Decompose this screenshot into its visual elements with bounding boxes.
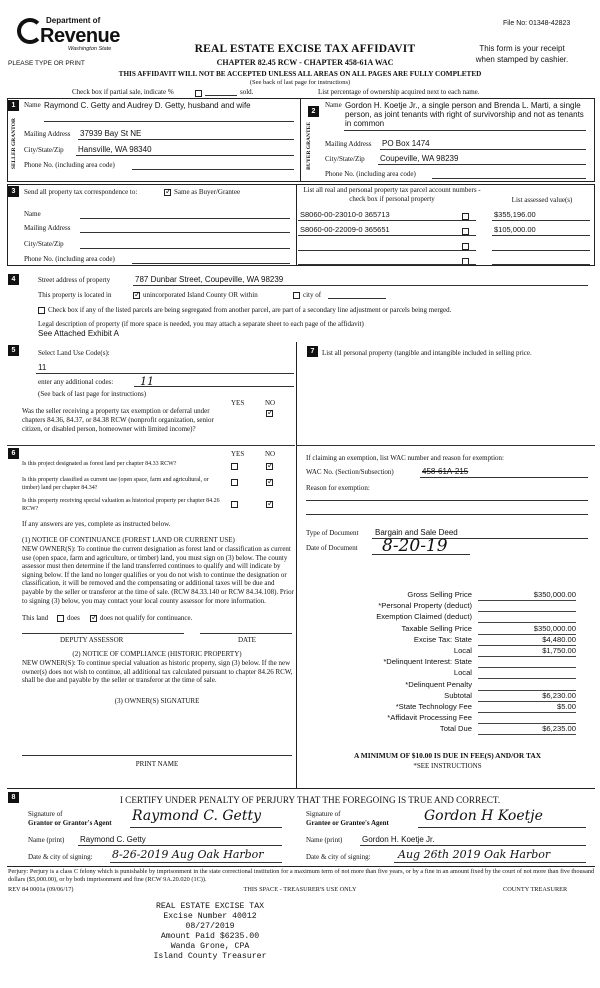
deputy-assessor-signature[interactable] [22,633,184,634]
fee-underline [478,678,576,679]
fee-value[interactable]: $5.00 [556,702,576,711]
partial-sale-label: Check box if partial sale, indicate % [72,88,174,96]
fee-label: Total Due [439,724,472,734]
notice-compliance-body: NEW OWNER(S): To continue special valuation as historic property, sign (3) below. If the new owner(s) does not wish to continue, all additional tax calculated pursuant to chapter 84.26 RCW, shall be due and payable by the seller or transferor at the time of sale. [22,659,293,685]
current-use-no-checkbox[interactable] [266,479,273,486]
fee-underline [478,656,576,657]
historic-no-checkbox[interactable] [266,501,273,508]
fee-underline [478,667,576,668]
fee-label: Local [453,668,472,678]
form-title: REAL ESTATE EXCISE TAX AFFIDAVIT [194,43,416,55]
historic-yes-checkbox[interactable] [231,501,238,508]
land-use-code-field[interactable]: 11 [38,363,47,372]
unincorporated-checkbox[interactable] [133,292,140,299]
file-number: File No: 01348-42823 [503,20,571,27]
fee-underline [478,712,576,713]
land-does-checkbox[interactable] [57,615,64,622]
fee-label: Exemption Claimed (deduct) [376,612,472,622]
forest-yes-checkbox[interactable] [231,463,238,470]
tax-name-field[interactable] [80,218,290,219]
personal-property-checkbox[interactable] [462,213,469,220]
minimum-due: A MINIMUM OF $10.00 IS DUE IN FEE(S) AND/OR TAX [353,751,542,760]
wac-number-field[interactable]: 458-61A-215 [422,467,469,476]
fee-label: *Delinquent Interest: State [383,657,472,667]
form-revision: REV 84 0001a (09/06/17) [8,886,74,893]
affidavit-page: File No: 01348-42823 Department of Revenue Washington State PLEASE TYPE OR PRINT REAL ESTATE EXCISE TAX AFFIDAVIT CHAPTER 82.45 RCW - CHAPTER 458-61A WAC This form is your receipt when stamped by cashier. THIS AFFIDAVIT WILL NOT BE ACCEPTED UNLESS ALL AREAS ON ALL PAGES ARE FULLY COMPLETED (See back of last page for instructions) Check box if partial sale, indicate % sold. List percentage of ownership acquired next to each name. 1 SELLER GRANTOR Name Raymond C. Getty and Audrey D. Getty, husband and wife Mailing Address 37939 Bay St NE City/State/Zip Hansville, WA 98340 Phone No. (including area code) 2 BUYER GRANTEE Name Gordon H. Koetje Jr., a single person and Brenda L. Marti, a single person, as joint tenants with right of survivorship and not as tenants in common Mailing Address PO Box 1474 City/State/Zip Coupeville, WA 98239 Phone No. (including area code) 3 Send all property tax correspondence to: ✓ Same as Buyer/Grantee Name Mailing Address City/State/Zip Phone No. (including area code) List all real and personal property tax parcel account numbers - check box if personal property List assessed value(s) S8060-00-23010-0 365713 $355,196.00 S8060-00-22009-0 365651 $105,000.00 4 Street address of property 787 Dunbar Street, Coupeville, WA 98239 This property is located in ✓ unincorporated Island County OR within city of Check box if any of the listed parcels are being segregated from another parcel, are part of a secondary line adjustment or parcels being merged. Legal description of property (if more space is needed, you may attach a separate sheet to each page of the affidavit) See Attached Exhibit A 5 Select Land Use Code(s): 11 enter any additional codes: 11 (See back of last page for instructions) YES NO Was the seller receiving a property tax exemption or deferral under chapters 84.36, 84.37, or 84.38 RCW (nonprofit organization, senior citizen, or disabled person, homeowner with limited income)? ✓ 6 YES NO Is this project designated as forest land per chapter 84.33 RCW? ✓ Is this property classified as current use (open space, farm and agricultural, or timber) land per chapter 84.34? ✓ Is this property receiving special valuation as historical property per chapter 84.26 RCW? ✓ If any answers are yes, complete as instructed below. (1) NOTICE OF CONTINUANCE (FOREST LAND OR CURRENT USE) NEW OWNER(S): To continue the current designation as forest land or classification as current use (open space, farm and agriculture, or timber) land, you must sign on (3) below. The county assessor must then determine if the land transferred continues to qualify and will indicate by signing below. If the land no longer qualifies or you do not wish to continue the designation or classification, it will be removed and the compensating or additional taxes will be due and payable by the seller or transferor at the time of sale. (RCW 84.33.140 or RCW 84.34.108). Prior to signing (3) below, you may contact your local county assessor for more information. This land does ✓ does not qualify for continuance. DEPUTY ASSESSOR DATE (2) NOTICE OF COMPLIANCE (HISTORIC PROPERTY) NEW OWNER(S): To continue special valuation as historic property, sign (3) below. If the new owner(s) does not wish to continue, all additional tax calculated pursuant to chapter 84.26 RCW, shall be due and payable by the seller or transferor at the time of sale. (3) OWNER(S) SIGNATURE PRINT NAME 7 List all personal property (tangible and intangible included in selling price. If claiming an exemption, list WAC number and reason for exemption: WAC No. (Section/Subsection) 458-61A-215 Reason for exemption: Type of Document Bargain and Sale Deed Date of Document 8-20-19 Gross Selling Price $350,000.00 *Personal Property (deduct) Exemption Claimed (deduct) Taxable Selling Price $350,000.00 Excise Tax: State $4,480.00 Local $1,750.00 *Delinquent Interest: State Local *Delinquent Penalty Subtotal $6,230.00 *State Technology Fee $5.00 *Affidavit Processing Fee Total Due $6,235.00 A MINIMUM OF $10.00 IS DUE IN FEE(S) AND/OR TAX *SEE INSTRUCTIONS 8 I CERTIFY UNDER PENALTY OF PERJURY THAT THE FOREGOING IS TRUE AND CORRECT. Signature of Grantor or Grantor's Agent Raymond C. Getty Signature of Grantee or Grantee's Agent Gordon H Koetje Name (print) Raymond C. Getty Name (print) Gordon H. Koetje Jr. Date & city of signing: 8-26-2019 Aug Oak Harbor Date & city of signing: Aug 26th 2019 Oak Harbor Perjury: Perjury is a class C felony which is punishable by imprisonment in the state correctional institution for a maximum term of not more than five years, or by a fine in an amount fixed by the court of not more than five thousand dollars ($5,000.00), or by both imprisonment and fine (RCW 9A.20.020 (1C)). REV 84 0001a (09/06/17) THIS SPACE - TREASURER'S USE ONLY COUNTY TREASURER REAL ESTATE EXCISE TAX Excise Number 40012 08/27/2019 Amount Paid $6235.00 Wanda Grone, CPA Island County Treasurer [0,0,600,988]
partial-sale-checkbox[interactable] [195,90,202,97]
owner-signature-field[interactable] [22,755,292,756]
seller-address-field[interactable]: 37939 Bay St NE [80,129,142,138]
grantee-signature[interactable]: Gordon H Koetje [424,808,543,824]
legal-description-field[interactable]: See Attached Exhibit A [38,329,119,338]
grantee-date-city[interactable]: Aug 26th 2019 Oak Harbor [398,848,551,861]
parcel-number[interactable]: S8060-00-23010-0 365713 [300,210,390,219]
fee-label: Subtotal [444,690,472,700]
grantor-print-name[interactable]: Raymond C. Getty [80,835,146,844]
fee-value[interactable]: $6,230.00 [542,690,576,700]
assessed-value[interactable]: $105,000.00 [494,225,536,234]
forest-no-checkbox[interactable] [266,463,273,470]
fee-underline [478,600,576,601]
buyer-phone-field[interactable] [432,178,586,179]
tax-address-field[interactable] [80,232,290,233]
notice-continuance-title: (1) NOTICE OF CONTINUANCE (FOREST LAND OR CURRENT USE) [22,536,235,544]
additional-codes-field[interactable]: 11 [140,375,154,388]
notice-compliance-title: (2) NOTICE OF COMPLIANCE (HISTORIC PROPERTY) [72,650,242,658]
buyer-name-field[interactable]: Gordon H. Koetje Jr., a single person and Brenda L. Marti, a single person, as joint tenants with right of survivorship and not as tenants in common [345,101,584,128]
fee-label: Gross Selling Price [407,590,472,599]
fee-label: *Personal Property (deduct) [378,601,472,611]
parcel-header: List all real and personal property tax parcel account numbers - check box if personal property [303,186,481,203]
document-date-field[interactable]: 8-20-19 [382,536,448,556]
seller-name-field[interactable]: Raymond C. Getty and Audrey D. Getty, husband and wife [44,101,251,110]
partial-sale-percent[interactable] [205,95,237,96]
buyer-address-field[interactable]: PO Box 1474 [382,139,430,148]
form-chapter: CHAPTER 82.45 RCW - CHAPTER 458-61A WAC [216,58,394,67]
please-type: PLEASE TYPE OR PRINT [8,60,85,67]
within-city-checkbox[interactable] [293,292,300,299]
fee-value[interactable]: $6,235.00 [542,724,576,734]
fee-label: *Delinquent Penalty [405,679,472,689]
perjury-notice: Perjury: Perjury is a class C felony which is punishable by imprisonment in the state correctional institution for a maximum term of not more than five years, or by a fine in an amount fixed by the court of not more than five thousand dollars ($5,000.00), or by both imprisonment and fine (RCW 9A.20.020 (1C)). [8,868,595,883]
fee-label: Excise Tax: State [413,634,472,644]
fee-underline [478,734,576,735]
grantor-date-city[interactable]: 8-26-2019 Aug Oak Harbor [112,848,264,861]
certify-statement: I CERTIFY UNDER PENALTY OF PERJURY THAT THE FOREGOING IS TRUE AND CORRECT. [119,795,501,805]
city-of-field[interactable] [328,298,386,299]
personal-property-checkbox[interactable] [462,228,469,235]
seller-city-field[interactable]: Hansville, WA 98340 [78,145,152,154]
assessed-value[interactable]: $355,196.00 [494,210,536,219]
parcel-number[interactable]: S8060-00-22009-0 365651 [300,225,390,234]
fee-value[interactable]: $1,750.00 [542,646,576,655]
assessor-date-field[interactable] [200,633,292,634]
same-as-buyer-checkbox[interactable] [164,189,171,196]
logo: Department of Revenue Washington State [14,14,124,58]
seller-side-label: SELLER GRANTOR [10,118,17,170]
exemption-reason-field[interactable] [306,500,588,501]
fee-value[interactable]: $350,000.00 [533,590,576,599]
grantee-print-name[interactable]: Gordon H. Koetje Jr. [362,835,435,844]
fee-label: Taxable Selling Price [401,623,472,633]
notice-continuance-body: NEW OWNER(S): To continue the current designation as forest land or classification as current use (open space, farm and agriculture, or timber) land, you must sign on (3) below. The county assessor must then determine if the land transferred continues to qualify and will indicate by signing below. If the land no longer qualifies or you do not wish to continue the designation or classification, it will be removed and the compensating or additional taxes will be due and payable by the seller or transferor at the time of sale. (RCW 84.33.140 or RCW 84.34.108). Prior to signing (3) below, you may contact your local county assessor for more information. [22,545,294,605]
logo-name: Revenue [40,25,120,47]
current-use-yes-checkbox[interactable] [231,479,238,486]
fee-label: *State Technology Fee [395,702,472,711]
value-header: List assessed value(s) [511,196,573,204]
fee-underline [478,611,576,612]
seller-phone-field[interactable] [132,169,294,170]
fee-label: Local [453,646,472,655]
buyer-side-label: BUYER GRANTEE [305,122,312,170]
exemption-question: Was the seller receiving a property tax exemption or deferral under chapters 84.36, 84.37, or 84.38 RCW (nonprofit organization, senior citizen, or disabled person, homeowner with limited income)? [22,407,214,433]
land-does-not-checkbox[interactable] [90,615,97,622]
treasurer-stamp: REAL ESTATE EXCISE TAX Excise Number 40012 08/27/2019 Amount Paid $6235.00 Wanda Grone, CPA Island County Treasurer [153,902,267,961]
personal-property-checkbox[interactable] [462,243,469,250]
personal-property-label: List all personal property (tangible and intangible included in selling price. [322,349,532,357]
property-street-field[interactable]: 787 Dunbar Street, Coupeville, WA 98239 [135,275,284,284]
fee-value[interactable]: $4,480.00 [542,634,576,644]
fee-value[interactable]: $350,000.00 [533,623,576,633]
exemption-no-checkbox[interactable] [266,410,273,417]
fee-label: *Affidavit Processing Fee [387,713,472,723]
tax-city-field[interactable] [80,248,290,249]
buyer-city-field[interactable]: Coupeville, WA 98239 [380,154,459,163]
warning: THIS AFFIDAVIT WILL NOT BE ACCEPTED UNLESS ALL AREAS ON ALL PAGES ARE FULLY COMPLETED [118,70,482,78]
grantor-signature[interactable]: Raymond C. Getty [132,808,261,824]
segregated-checkbox[interactable] [38,307,45,314]
tax-phone-field[interactable] [132,263,290,264]
document-type-field[interactable]: Bargain and Sale Deed [375,528,458,537]
